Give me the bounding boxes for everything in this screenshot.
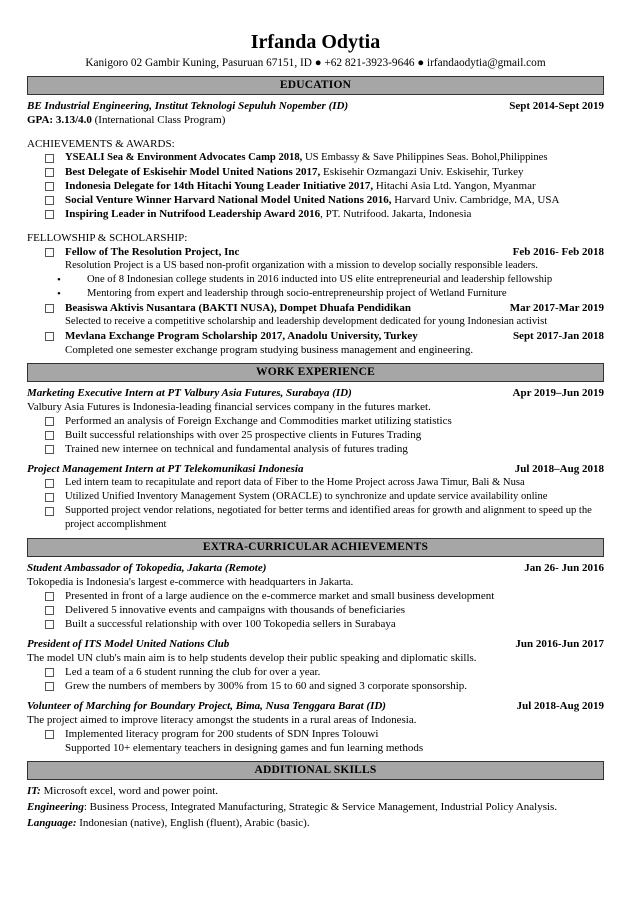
- extra-item-title-row: [27, 561, 604, 575]
- achievement-item: Social Venture Winner Harvard National Model United Nations 2016, Harvard Univ. Cambridge, MA, USA: [27, 193, 604, 207]
- extra-dates: Jan 26- Jun 2016: [524, 562, 604, 574]
- resume-page: [27, 30, 604, 830]
- extra-bullets: [27, 665, 604, 693]
- work-bullet: Built successful relationships with over 25 prospective clients in Futures Trading: [27, 428, 604, 442]
- fellowship-bullet: • Mentoring from expert and leadership through socio-entrepreneurship project of Wetland Furniture: [27, 287, 604, 301]
- extra-bullet: Built a successful relationship with over 100 Tokopedia sellers in Surabaya: [27, 617, 604, 631]
- education-dates: Sept 2014-Sept 2019: [509, 100, 604, 112]
- work-bullet: Utilized Unified Inventory Management System (ORACLE) to synchronize and update service availability online: [27, 490, 604, 504]
- extra-bullet: Presented in front of a large audience on the e-commerce market and small business development: [27, 589, 604, 603]
- education-degree-row: [27, 99, 604, 113]
- work-bullets: [27, 414, 604, 456]
- fellowship-desc: Selected to receive a competitive scholarship and leadership development dedicated for young Indonesian activist: [65, 316, 548, 327]
- extra-title: Volunteer of Marching for Boundary Project, Bima, Nusa Tenggara Barat (ID): [27, 700, 386, 712]
- fellowship-bullet: • One of 8 Indonesian college students in 2016 inducted into US elite entrepreneurial and leadership fellowship: [27, 273, 604, 287]
- extra-desc: The project aimed to improve literacy amongst the students in a rural areas of Indonesia.: [27, 714, 417, 726]
- achievement-item: Indonesia Delegate for 14th Hitachi Young Leader Initiative 2017, Hitachi Asia Ltd. Yangon, Myanmar: [27, 179, 604, 193]
- work-title: Project Management Intern at PT Telekomunikasi Indonesia: [27, 463, 304, 475]
- section-extra-header: EXTRA-CURRICULAR ACHIEVEMENTS: [27, 538, 604, 557]
- work-bullet: Trained new internee on technical and fundamental analysis of futures trading: [27, 442, 604, 456]
- skill-line-language: Language: Indonesian (native), English (fluent), Arabic (basic).: [27, 817, 310, 829]
- achievement-item: Inspiring Leader in Nutrifood Leadership Award 2016, PT. Nutrifood. Jakarta, Indonesia: [27, 207, 604, 221]
- fellowship-desc: Completed one semester exchange program studying business management and engineering.: [65, 344, 474, 356]
- extra-trailing-line: Supported 10+ elementary teachers in designing games and fun learning methods: [65, 742, 424, 754]
- gpa-value: GPA: 3.13/4.0: [27, 114, 92, 126]
- contact-line: Kanigoro 02 Gambir Kuning, Pasuruan 67151, ID ● +62 821-3923-9646 ● irfandaodytia@gmail.com: [85, 57, 546, 69]
- work-bullets: [27, 476, 604, 532]
- education-gpa: [27, 113, 604, 127]
- extra-bullet: Led a team of a 6 student running the club for over a year.: [27, 665, 604, 679]
- extra-bullet: Grew the numbers of members by 300% from 15 to 60 and signed 3 corporate sponsorship.: [27, 679, 604, 693]
- extra-title: Student Ambassador of Tokopedia, Jakarta (Remote): [27, 562, 267, 574]
- gpa-note: (International Class Program): [91, 114, 226, 126]
- fellowship-item: Fellow of The Resolution Project, Inc Feb 2016- Feb 2018: [27, 245, 604, 259]
- section-work-header: WORK EXPERIENCE: [27, 363, 604, 382]
- extra-bullet: Implemented literacy program for 200 students of SDN Inpres Tolouwi: [27, 727, 604, 741]
- education-degree: BE Industrial Engineering, Institut Teknologi Sepuluh Nopember (ID): [27, 100, 349, 112]
- work-bullet: Supported project vendor relations, negotiated for better terms and identified areas for growth and alignment to speed up the project accomplishment: [27, 504, 604, 532]
- fellowship-desc: Resolution Project is a US based non-profit organization with a mission to develop socially responsible leaders.: [65, 260, 538, 271]
- achievement-item: Best Delegate of Eskisehir Model United Nations 2017, Eskisehir Ozmangazi Univ. Eskisehir, Turkey: [27, 165, 604, 179]
- work-item-title-row: [27, 462, 604, 476]
- extra-item-title-row: [27, 699, 604, 713]
- skill-line-engineering: Engineering: Business Process, Integrated Manufacturing, Strategic & Service Management, Industrial Policy Analysis.: [27, 801, 558, 813]
- skill-line-it: IT: Microsoft excel, word and power point.: [27, 785, 219, 797]
- fellowship-title: FELLOWSHIP & SCHOLARSHIP:: [27, 232, 188, 244]
- achievements-list: [27, 151, 604, 221]
- fellowship-bullets: [27, 273, 604, 301]
- work-dates: Apr 2019–Jun 2019: [512, 387, 604, 399]
- extra-bullets: [27, 589, 604, 631]
- work-title: Marketing Executive Intern at PT Valbury Asia Futures, Surabaya (ID): [27, 387, 352, 399]
- fellowship-item: Beasiswa Aktivis Nusantara (BAKTI NUSA), Dompet Dhuafa Pendidikan Mar 2017-Mar 2019: [27, 301, 604, 315]
- extra-item-title-row: [27, 637, 604, 651]
- extra-title: President of ITS Model United Nations Club: [27, 638, 230, 650]
- work-item-title-row: [27, 386, 604, 400]
- extra-dates: Jul 2018-Aug 2019: [516, 700, 604, 712]
- fellowship-list: [27, 245, 604, 259]
- extra-bullets: [27, 727, 604, 741]
- extra-desc: Tokopedia is Indonesia's largest e-commerce with headquarters in Jakarta.: [27, 576, 354, 588]
- extra-dates: Jun 2016-Jun 2017: [515, 638, 604, 650]
- extra-bullet: Delivered 5 innovative events and campaigns with thousands of beneficiaries: [27, 603, 604, 617]
- candidate-name: Irfanda Odytia: [250, 31, 381, 53]
- section-skills-header: ADDITIONAL SKILLS: [27, 761, 604, 780]
- fellowship-item: Mevlana Exchange Program Scholarship 2017, Anadolu University, Turkey Sept 2017-Jan 2018: [27, 329, 604, 343]
- work-bullet: Led intern team to recapitulate and report data of Fiber to the Home Project across Jawa Timur, Bali & Nusa: [27, 476, 604, 490]
- achievements-title: ACHIEVEMENTS & AWARDS:: [27, 138, 175, 150]
- section-education-header: EDUCATION: [27, 76, 604, 95]
- extra-desc: The model UN club's main aim is to help students develop their public speaking and diplomatic skills.: [27, 652, 477, 664]
- work-dates: Jul 2018–Aug 2018: [514, 463, 604, 475]
- work-desc: Valbury Asia Futures is Indonesia-leading financial services company in the futures market.: [27, 401, 431, 413]
- work-bullet: Performed an analysis of Foreign Exchange and Commodities market utilizing statistics: [27, 414, 604, 428]
- achievement-item: YSEALI Sea & Environment Advocates Camp 2018, US Embassy & Save Philippines Seas. Bohol,Philippines: [27, 151, 604, 165]
